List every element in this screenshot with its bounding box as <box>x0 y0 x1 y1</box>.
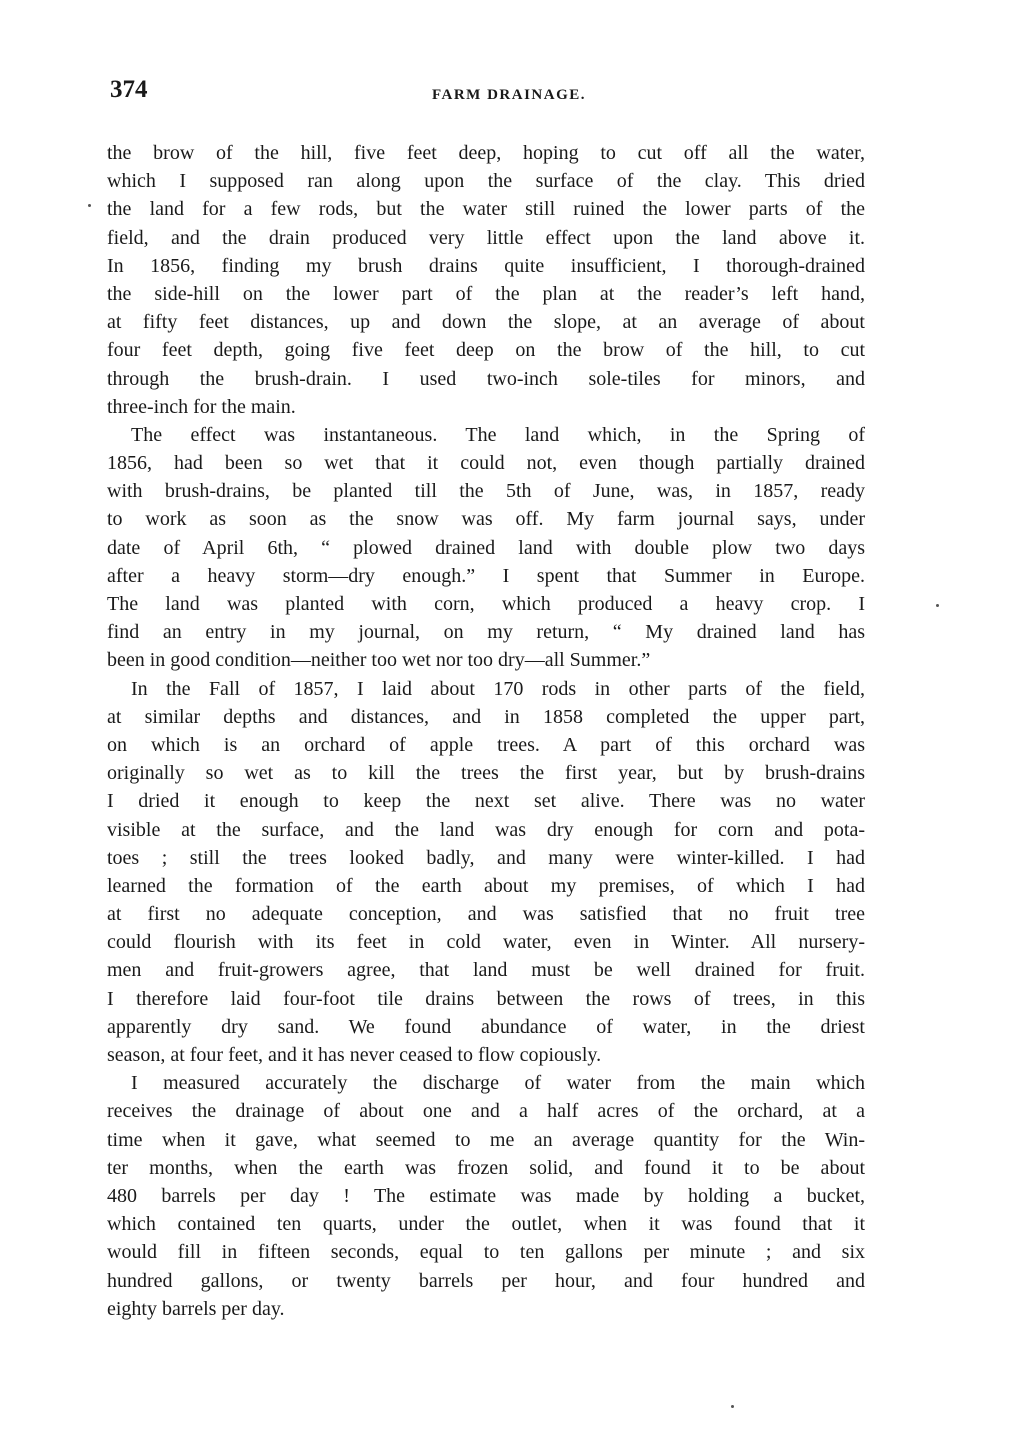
text-line: field, and the drain produced very little effect upon the land above it. <box>107 226 865 249</box>
paragraph <box>107 139 865 421</box>
text-line: on which is an orchard of apple trees. A part of this orchard was <box>107 733 865 756</box>
paragraph <box>107 675 865 1070</box>
print-speck <box>936 604 939 607</box>
text-line: at similar depths and distances, and in 1858 completed the upper part, <box>107 705 865 728</box>
text-line: time when it gave, what seemed to me an average quantity for the Win- <box>107 1128 865 1151</box>
text-line: 1856, had been so wet that it could not, even though partially drained <box>107 452 865 475</box>
text-line: through the brush-drain. I used two-inch sole-tiles for minors, and <box>107 367 865 390</box>
text-line: which I supposed ran along upon the surface of the clay. This dried <box>107 170 865 193</box>
text-line: I measured accurately the discharge of water from the main which <box>131 1072 865 1095</box>
text-line: season, at four feet, and it has never ceased to flow copiously. <box>107 1044 602 1066</box>
text-line: receives the drainage of about one and a half acres of the orchard, at a <box>107 1100 865 1123</box>
text-line: the side-hill on the lower part of the plan at the reader’s left hand, <box>107 282 865 305</box>
text-line: could flourish with its feet in cold water, even in Winter. All nursery- <box>107 931 865 954</box>
text-line: would fill in fifteen seconds, equal to ten gallons per minute ; and six <box>107 1241 865 1264</box>
text-line: been in good condition—neither too wet nor too dry—all Summer.” <box>107 649 651 672</box>
text-line: at first no adequate conception, and was satisfied that no fruit tree <box>107 903 865 926</box>
text-line: three-inch for the main. <box>107 395 296 418</box>
print-speck <box>731 1405 734 1408</box>
text-line: I therefore laid four-foot tile drains between the rows of trees, in this <box>107 987 865 1010</box>
text-line: The land was planted with corn, which produced a heavy crop. I <box>107 593 865 615</box>
text-line: hundred gallons, or twenty barrels per hour, and four hundred and <box>107 1269 865 1292</box>
text-line: to work as soon as the snow was off. My farm journal says, under <box>107 508 865 531</box>
page-number: 374 <box>110 76 148 103</box>
text-line: originally so wet as to kill the trees the first year, but by brush-drains <box>107 762 865 785</box>
text-line: the brow of the hill, five feet deep, hoping to cut off all the water, <box>107 142 865 164</box>
text-line: find an entry in my journal, on my return, “ My drained land has <box>107 621 865 644</box>
text-line: the land for a few rods, but the water still ruined the lower parts of the <box>107 198 865 221</box>
text-line: 480 barrels per day ! The estimate was made by holding a bucket, <box>107 1184 865 1207</box>
text-line: men and fruit-growers agree, that land must be well drained for fruit. <box>107 959 865 982</box>
text-line: with brush-drains, be planted till the 5th of June, was, in 1857, ready <box>107 480 865 503</box>
paragraph <box>107 1069 865 1323</box>
text-line: In 1856, finding my brush drains quite insufficient, I thorough-drained <box>107 254 865 277</box>
text-line: apparently dry sand. We found abundance of water, in the driest <box>107 1015 865 1038</box>
text-line: which contained ten quarts, under the outlet, when it was found that it <box>107 1213 865 1236</box>
text-line: four feet depth, going five feet deep on the brow of the hill, to cut <box>107 339 865 362</box>
body-text <box>107 139 865 1323</box>
text-line: at fifty feet distances, up and down the slope, at an average of about <box>107 311 865 334</box>
print-speck <box>88 204 91 207</box>
text-line: In the Fall of 1857, I laid about 170 rods in other parts of the field, <box>131 677 865 700</box>
text-line: toes ; still the trees looked badly, and many were winter-killed. I had <box>107 846 865 869</box>
text-line: visible at the surface, and the land was dry enough for corn and pota- <box>107 818 865 841</box>
text-line: ter months, when the earth was frozen solid, and found it to be about <box>107 1156 865 1179</box>
text-line: learned the formation of the earth about my premises, of which I had <box>107 874 865 897</box>
paragraph <box>107 421 865 675</box>
text-line: date of April 6th, “ plowed drained land with double plow two days <box>107 536 865 559</box>
text-line: after a heavy storm—dry enough.” I spent that Summer in Europe. <box>107 564 865 587</box>
text-line: eighty barrels per day. <box>107 1297 285 1320</box>
text-line: I dried it enough to keep the next set alive. There was no water <box>107 790 865 813</box>
running-head: FARM DRAINAGE. <box>431 87 587 103</box>
text-line: The effect was instantaneous. The land which, in the Spring of <box>131 423 865 446</box>
